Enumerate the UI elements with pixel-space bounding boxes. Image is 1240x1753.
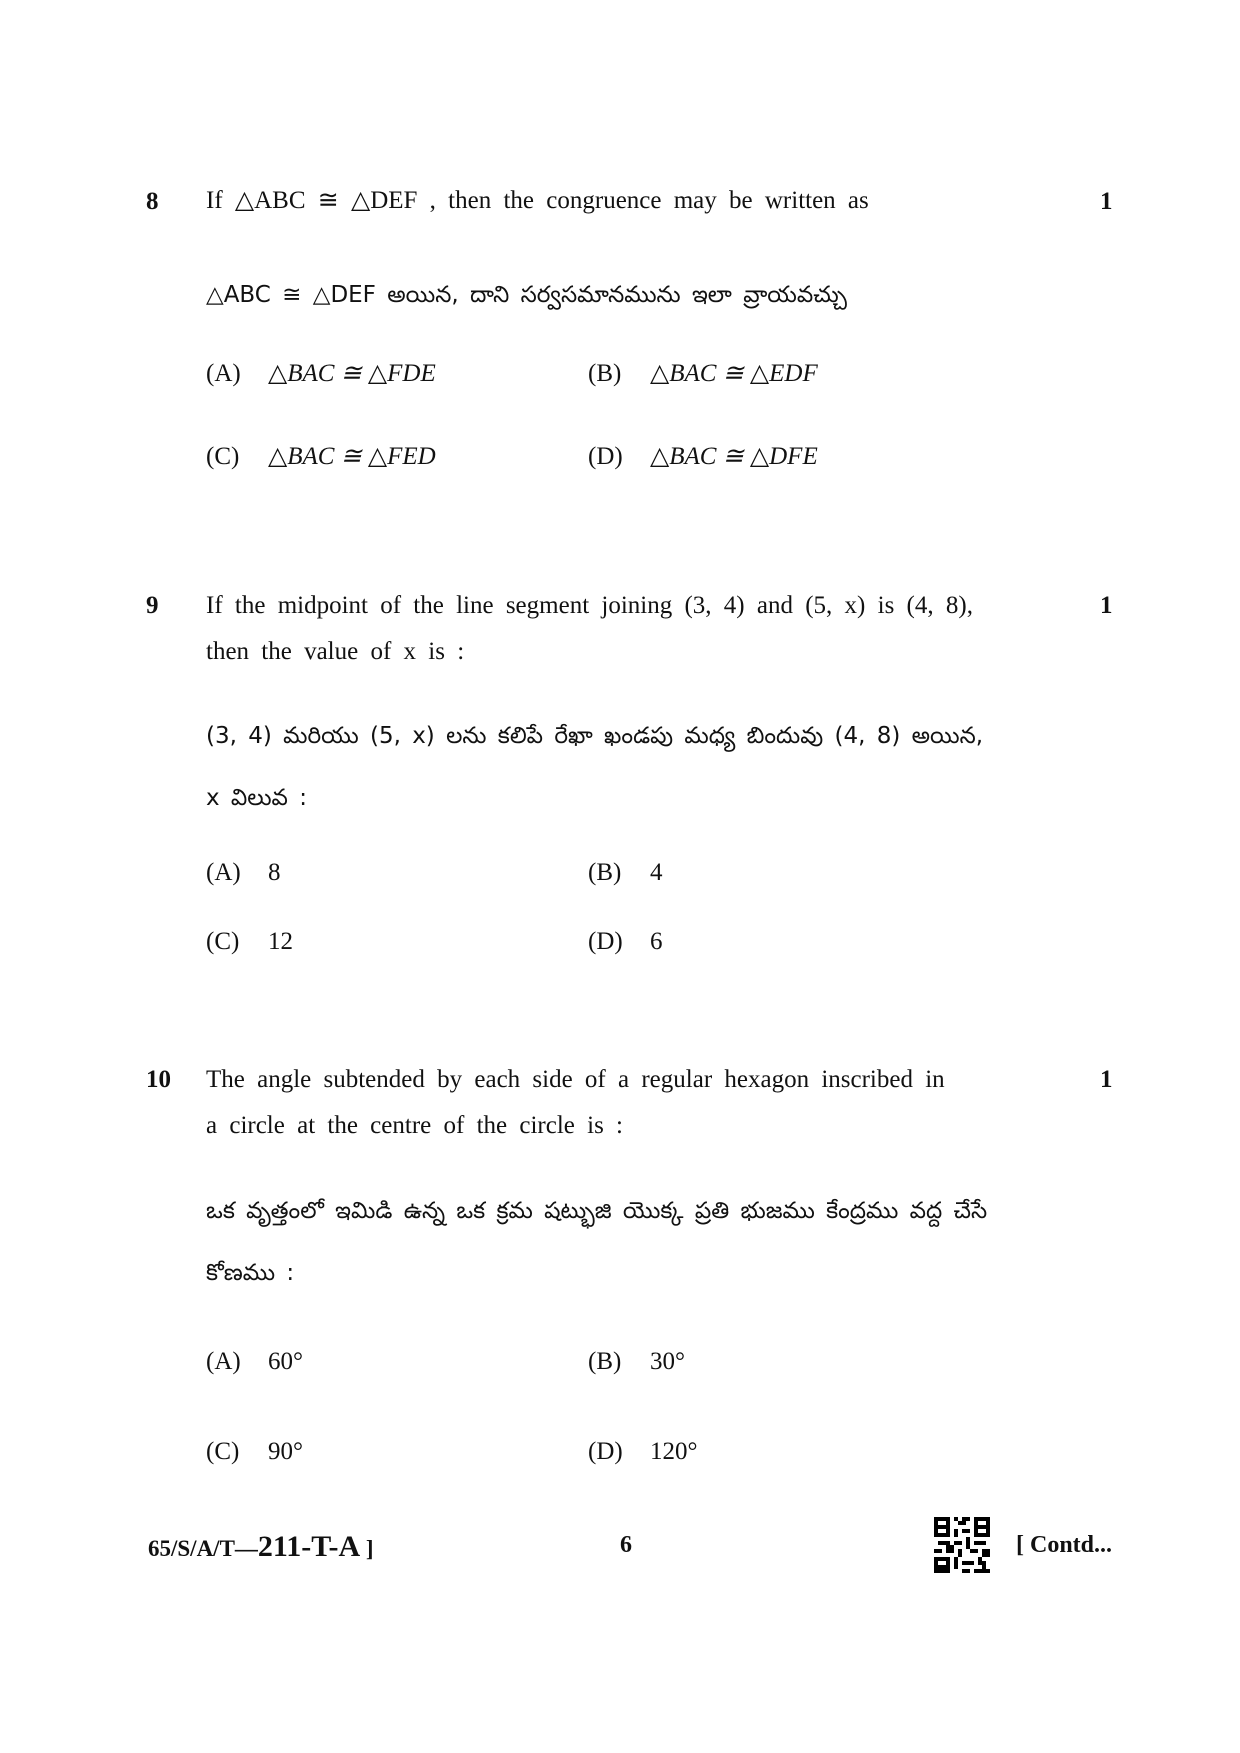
paper-code-suffix: ] (360, 1536, 374, 1561)
option-d (588, 441, 818, 471)
option-label: (A) (206, 360, 241, 387)
question-marks: 1 (1100, 1066, 1113, 1093)
option-text: △BAC ≅ △FDE (268, 360, 436, 387)
paper-code (148, 1530, 374, 1564)
question-telugu-line-2: కోణము : (206, 1260, 295, 1286)
option-label: (C) (206, 1438, 240, 1465)
qr-code-icon (934, 1517, 990, 1573)
question-stem-line-1: If the midpoint of the line segment joining (3, 4) and (5, x) is (4, 8), (206, 592, 973, 619)
question-telugu-line-1: (3, 4) మరియు (5, x) లను కలిపే రేఖా ఖండపు మధ్య బిందువు (4, 8) అయిన, (206, 723, 984, 749)
option-label: (B) (588, 859, 622, 886)
option-c (206, 928, 293, 956)
option-d (588, 1438, 698, 1466)
option-text: △BAC ≅ △EDF (650, 360, 818, 387)
option-label: (C) (206, 443, 240, 470)
option-text: 8 (268, 859, 281, 886)
option-b (588, 358, 818, 388)
option-label: (D) (588, 1438, 623, 1465)
question-marks: 1 (1100, 592, 1113, 619)
paper-code-main: 211-T-A (257, 1530, 361, 1563)
option-text: 4 (650, 859, 663, 886)
question-telugu-line-2: x విలువ : (206, 785, 307, 811)
option-c (206, 441, 436, 471)
option-c (206, 1438, 303, 1466)
option-a (206, 1348, 303, 1376)
question-stem-line-2: then the value of x is : (206, 638, 465, 665)
option-text: 12 (268, 928, 293, 955)
option-a (206, 859, 281, 887)
option-label: (D) (588, 928, 623, 955)
option-text: △BAC ≅ △DFE (650, 443, 818, 470)
option-text: △BAC ≅ △FED (268, 443, 436, 470)
question-number: 10 (146, 1066, 171, 1093)
option-label: (B) (588, 360, 622, 387)
option-text: 60° (268, 1348, 303, 1375)
question-marks: 1 (1100, 188, 1113, 215)
option-a (206, 358, 436, 388)
option-text: 30° (650, 1348, 685, 1375)
question-stem: If △ABC ≅ △DEF , then the congruence may be written as (206, 187, 869, 214)
question-telugu-text: △ABC ≅ △DEF అయిన, దాని సర్వసమానమును ఇలా వ్రాయవచ్చు (206, 282, 847, 308)
option-text: 120° (650, 1438, 698, 1465)
option-label: (C) (206, 928, 240, 955)
continued-label: [ Contd... (1016, 1532, 1113, 1558)
question-number: 8 (146, 188, 159, 215)
page-number: 6 (620, 1532, 632, 1558)
question-stem-line-1: The angle subtended by each side of a regular hexagon inscribed in (206, 1066, 945, 1093)
question-number: 9 (146, 592, 159, 619)
option-text: 90° (268, 1438, 303, 1465)
option-label: (A) (206, 1348, 241, 1375)
option-label: (D) (588, 443, 623, 470)
option-label: (A) (206, 859, 241, 886)
option-d (588, 928, 663, 956)
option-b (588, 1348, 685, 1376)
option-b (588, 859, 663, 887)
option-text: 6 (650, 928, 663, 955)
question-telugu-line-1: ఒక వృత్తంలో ఇమిడి ఉన్న ఒక క్రమ షట్భుజి యొక్క ప్రతి భుజము కేంద్రము వద్ద చేసే (206, 1198, 988, 1224)
paper-code-prefix: 65/S/A/T— (148, 1536, 258, 1561)
question-stem-line-2: a circle at the centre of the circle is : (206, 1112, 623, 1139)
option-label: (B) (588, 1348, 622, 1375)
